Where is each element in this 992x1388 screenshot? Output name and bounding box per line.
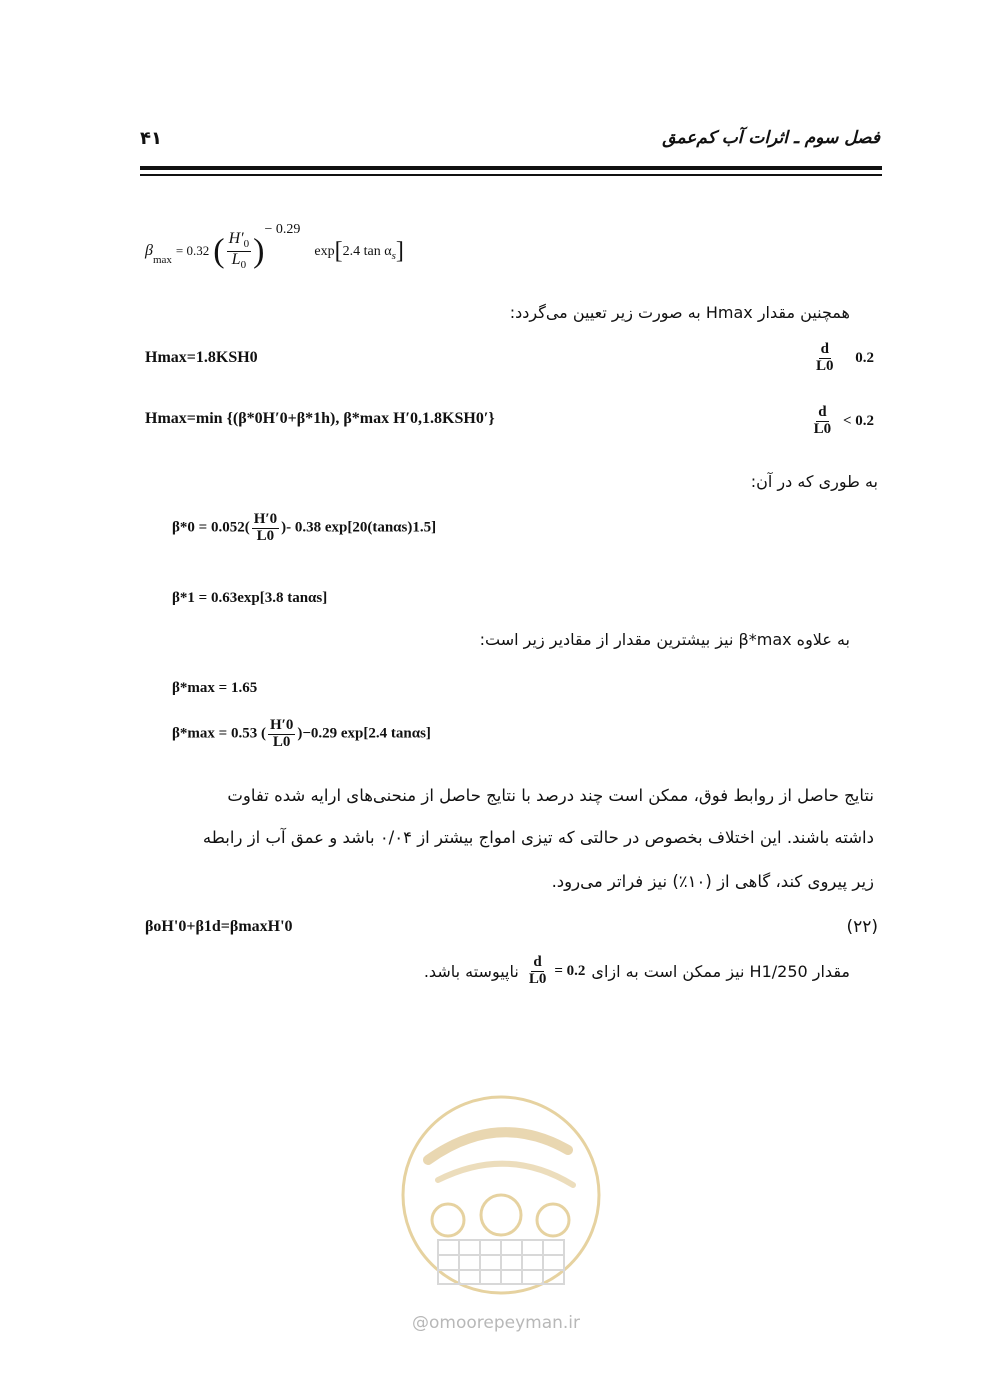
beta-max-intro-text: به علاوه β*max نیز بیشترین مقدار از مقادیر زیر است: — [479, 630, 850, 649]
condition-2: $\frac{d}{L0}$ < 0.2 — [813, 404, 874, 437]
watermark-site: @omoorepeyman.ir — [411, 1313, 581, 1333]
final-line: مقدار H1/250 نیز ممکن است به ازای $\frac{d}{L0}$ = 0.2 ناپیوسته باشد. — [423, 954, 850, 987]
header-rule-thin — [140, 174, 882, 176]
equation-beta-max: $\beta_{max} = 0.32$ ( $\frac{H'_0}{L_0}$ )$^{- 0.29}$ exp[2.4 $\tan \alpha_s$] — [145, 222, 404, 272]
equation-bmax-2: β*max = 0.53 ( $\frac{H'0}{L0}$ )−0.29 exp[2.4 tanαs] — [172, 717, 431, 750]
paragraph-line-3: زیر پیروی کند، گاهی از (۱۰٪) نیز فراتر می‌رود. — [551, 872, 874, 891]
paragraph-line-1: نتایج حاصل از روابط فوق، ممکن است چند درصد با نتایج حاصل از منحنی‌های ارایه شده تفاوت — [227, 786, 874, 805]
equation-22-number: (۲۲) — [846, 917, 878, 937]
chapter-title: فصل سوم ـ اثرات آب کم‌عمق — [662, 128, 880, 148]
condition-1: $\frac{d}{L0}$ 0.2 — [815, 341, 874, 374]
where-text: به طوری که در آن: — [750, 472, 878, 491]
formula-hmax-2: Hmax=min {(β*0H′0+β*1h), β*max H′0,1.8KSH0′} — [145, 410, 495, 427]
header-rule-thick — [140, 166, 882, 170]
final-line-after: ناپیوسته باشد. — [423, 961, 519, 981]
equation-22: βoH'0+β1d=βmaxH'0 — [145, 918, 293, 935]
paragraph-line-2: داشته باشند. این اختلاف بخصوص در حالتی که تیزی امواج بیشتر از ۰/۰۴ باشد و عمق آب از رابطه — [202, 828, 874, 847]
intro-hmax-text: همچنین مقدار Hmax به صورت زیر تعیین می‌گردد: — [509, 303, 850, 322]
equation-beta0: β*0 = 0.052( $\frac{H'0}{L0}$ )- 0.38 exp[20(tanαs)1.5] — [172, 511, 437, 544]
page-number: ۴۱ — [140, 128, 162, 149]
equation-bmax-1: β*max = 1.65 — [172, 680, 258, 696]
final-line-before: مقدار H1/250 نیز ممکن است به ازای — [591, 961, 850, 981]
watermark-logo — [398, 1090, 604, 1300]
formula-hmax-1: Hmax=1.8KSH0 — [145, 349, 258, 366]
equation-beta1: β*1 = 0.63exp[3.8 tanαs] — [172, 590, 328, 606]
